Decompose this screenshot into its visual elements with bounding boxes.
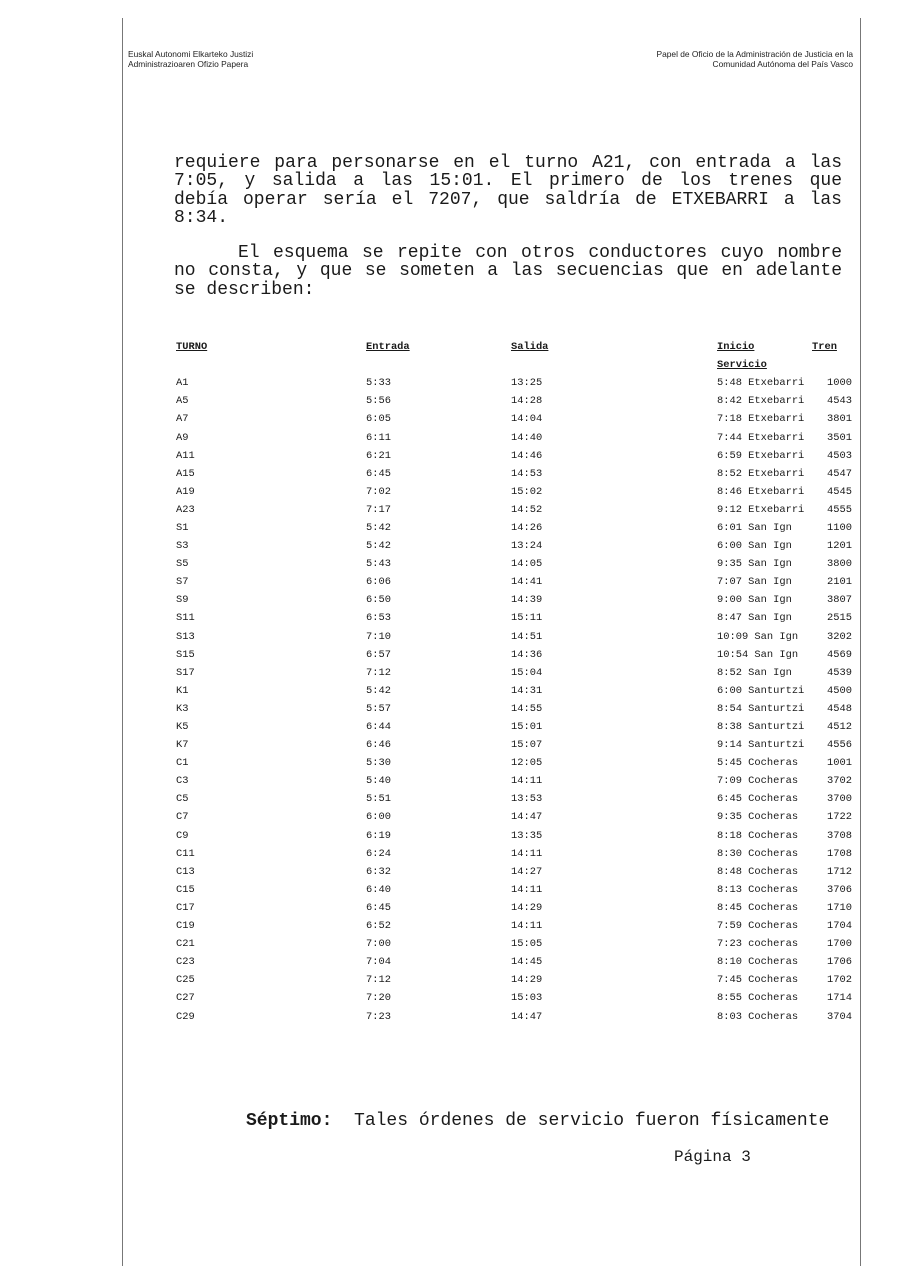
cell-tren: 3807 bbox=[827, 594, 852, 607]
cell-tren: 2515 bbox=[827, 612, 852, 625]
table-row bbox=[176, 591, 852, 609]
cell-salida: 14:40 bbox=[511, 431, 543, 444]
cell-salida: 14:11 bbox=[511, 920, 543, 933]
table-row bbox=[176, 899, 852, 917]
table-row bbox=[176, 772, 852, 790]
cell-turno: K1 bbox=[176, 684, 189, 697]
cell-salida: 14:27 bbox=[511, 865, 543, 878]
cell-tren: 1710 bbox=[827, 901, 852, 914]
cell-tren: 4500 bbox=[827, 684, 852, 697]
cell-tren: 1704 bbox=[827, 920, 852, 933]
paragraph-line: debía operar sería el 7207, que saldría de ETXEBARRI a las bbox=[174, 189, 842, 210]
cell-inicio-servicio: 6:00 Santurtzi bbox=[717, 684, 805, 697]
cell-tren: 3501 bbox=[827, 431, 852, 444]
cell-inicio-servicio: 6:01 San Ign bbox=[717, 521, 792, 534]
cell-salida: 15:03 bbox=[511, 992, 543, 1005]
cell-salida: 13:35 bbox=[511, 829, 543, 842]
table-body bbox=[176, 374, 852, 1025]
cell-tren: 1722 bbox=[827, 811, 852, 824]
cell-turno: S9 bbox=[176, 594, 189, 607]
cell-inicio-servicio: 7:09 Cocheras bbox=[717, 775, 799, 788]
cell-entrada: 6:24 bbox=[366, 847, 391, 860]
cell-entrada: 7:23 bbox=[366, 1010, 391, 1023]
table-row bbox=[176, 501, 852, 519]
header-servicio: Servicio bbox=[717, 359, 767, 372]
table-row bbox=[176, 863, 852, 881]
cell-tren: 1712 bbox=[827, 865, 852, 878]
cell-turno: C3 bbox=[176, 775, 189, 788]
cell-tren: 4543 bbox=[827, 395, 852, 408]
cell-entrada: 6:46 bbox=[366, 739, 391, 752]
cell-inicio-servicio: 7:23 cocheras bbox=[717, 938, 799, 951]
cell-tren: 1000 bbox=[827, 377, 852, 390]
cell-tren: 1702 bbox=[827, 974, 852, 987]
cell-turno: S13 bbox=[176, 630, 195, 643]
cell-turno: A1 bbox=[176, 377, 189, 390]
cell-salida: 14:46 bbox=[511, 449, 543, 462]
cell-inicio-servicio: 7:59 Cocheras bbox=[717, 920, 799, 933]
cell-salida: 14:11 bbox=[511, 775, 543, 788]
table-row bbox=[176, 790, 852, 808]
cell-salida: 14:05 bbox=[511, 558, 543, 571]
cell-turno: K7 bbox=[176, 739, 189, 752]
cell-salida: 14:39 bbox=[511, 594, 543, 607]
cell-turno: C7 bbox=[176, 811, 189, 824]
cell-salida: 14:52 bbox=[511, 503, 543, 516]
cell-turno: S15 bbox=[176, 648, 195, 661]
cell-turno: C9 bbox=[176, 829, 189, 842]
table-row bbox=[176, 374, 852, 392]
cell-turno: C5 bbox=[176, 793, 189, 806]
cell-turno: A11 bbox=[176, 449, 195, 462]
cell-inicio-servicio: 10:54 San Ign bbox=[717, 648, 799, 661]
table-row bbox=[176, 754, 852, 772]
cell-inicio-servicio: 8:45 Cocheras bbox=[717, 901, 799, 914]
cell-inicio-servicio: 6:00 San Ign bbox=[717, 540, 792, 553]
cell-turno: C17 bbox=[176, 901, 195, 914]
cell-salida: 14:11 bbox=[511, 883, 543, 896]
paragraph-line: 8:34. bbox=[174, 207, 229, 228]
cell-entrada: 5:43 bbox=[366, 558, 391, 571]
cell-inicio-servicio: 8:48 Cocheras bbox=[717, 865, 799, 878]
cell-turno: K3 bbox=[176, 702, 189, 715]
cell-turno: C27 bbox=[176, 992, 195, 1005]
cell-entrada: 6:32 bbox=[366, 865, 391, 878]
cell-turno: C11 bbox=[176, 847, 195, 860]
cell-inicio-servicio: 8:03 Cocheras bbox=[717, 1010, 799, 1023]
cell-salida: 15:04 bbox=[511, 666, 543, 679]
cell-entrada: 7:10 bbox=[366, 630, 391, 643]
table-row bbox=[176, 483, 852, 501]
cell-inicio-servicio: 8:52 Etxebarri bbox=[717, 467, 805, 480]
table-header-row bbox=[176, 338, 852, 356]
cell-turno: S3 bbox=[176, 540, 189, 553]
cell-salida: 14:26 bbox=[511, 521, 543, 534]
cell-inicio-servicio: 6:45 Cocheras bbox=[717, 793, 799, 806]
cell-entrada: 6:52 bbox=[366, 920, 391, 933]
cell-entrada: 6:44 bbox=[366, 721, 391, 734]
cell-salida: 14:28 bbox=[511, 395, 543, 408]
cell-turno: C15 bbox=[176, 883, 195, 896]
cell-entrada: 5:42 bbox=[366, 521, 391, 534]
cell-tren: 3702 bbox=[827, 775, 852, 788]
cell-inicio-servicio: 8:54 Santurtzi bbox=[717, 702, 805, 715]
cell-entrada: 6:21 bbox=[366, 449, 391, 462]
table-row bbox=[176, 609, 852, 627]
table-row bbox=[176, 682, 852, 700]
cell-salida: 14:29 bbox=[511, 901, 543, 914]
cell-salida: 14:47 bbox=[511, 811, 543, 824]
cell-salida: 15:02 bbox=[511, 485, 543, 498]
cell-entrada: 6:11 bbox=[366, 431, 391, 444]
cell-inicio-servicio: 8:42 Etxebarri bbox=[717, 395, 805, 408]
cell-turno: A9 bbox=[176, 431, 189, 444]
header-turno: TURNO bbox=[176, 341, 208, 354]
cell-entrada: 6:50 bbox=[366, 594, 391, 607]
cell-salida: 14:36 bbox=[511, 648, 543, 661]
cell-tren: 4547 bbox=[827, 467, 852, 480]
table-row bbox=[176, 700, 852, 718]
table-header-row bbox=[176, 356, 852, 374]
table-row bbox=[176, 845, 852, 863]
cell-inicio-servicio: 7:45 Cocheras bbox=[717, 974, 799, 987]
cell-turno: C29 bbox=[176, 1010, 195, 1023]
cell-salida: 14:47 bbox=[511, 1010, 543, 1023]
table-row bbox=[176, 718, 852, 736]
closing-label: Séptimo: bbox=[246, 1111, 333, 1131]
table-row bbox=[176, 989, 852, 1007]
cell-entrada: 7:02 bbox=[366, 485, 391, 498]
table-row bbox=[176, 736, 852, 754]
table-row bbox=[176, 392, 852, 410]
cell-salida: 15:05 bbox=[511, 938, 543, 951]
cell-inicio-servicio: 8:18 Cocheras bbox=[717, 829, 799, 842]
cell-inicio-servicio: 7:18 Etxebarri bbox=[717, 413, 805, 426]
cell-turno: C21 bbox=[176, 938, 195, 951]
cell-turno: C19 bbox=[176, 920, 195, 933]
cell-tren: 1708 bbox=[827, 847, 852, 860]
cell-entrada: 5:42 bbox=[366, 684, 391, 697]
paragraph-2 bbox=[174, 244, 842, 299]
cell-salida: 15:01 bbox=[511, 721, 543, 734]
cell-tren: 3708 bbox=[827, 829, 852, 842]
cell-entrada: 6:53 bbox=[366, 612, 391, 625]
table-row bbox=[176, 808, 852, 826]
cell-turno: A23 bbox=[176, 503, 195, 516]
cell-tren: 3800 bbox=[827, 558, 852, 571]
cell-entrada: 7:12 bbox=[366, 666, 391, 679]
paragraph-line-text: El esquema se repite con otros conductores cuyo nombre bbox=[238, 243, 842, 263]
cell-turno: S5 bbox=[176, 558, 189, 571]
header-tren: Tren bbox=[812, 341, 837, 354]
header-right-line: Comunidad Autónoma del País Vasco bbox=[712, 59, 853, 69]
cell-turno: C25 bbox=[176, 974, 195, 987]
cell-tren: 1706 bbox=[827, 956, 852, 969]
header-entrada: Entrada bbox=[366, 341, 410, 354]
cell-turno: C23 bbox=[176, 956, 195, 969]
cell-entrada: 5:33 bbox=[366, 377, 391, 390]
cell-entrada: 6:40 bbox=[366, 883, 391, 896]
cell-salida: 13:24 bbox=[511, 540, 543, 553]
table-row bbox=[176, 1007, 852, 1025]
table-row bbox=[176, 664, 852, 682]
cell-inicio-servicio: 8:52 San Ign bbox=[717, 666, 792, 679]
cell-tren: 2101 bbox=[827, 576, 852, 589]
cell-tren: 1100 bbox=[827, 521, 852, 534]
table-row bbox=[176, 953, 852, 971]
cell-turno: A19 bbox=[176, 485, 195, 498]
header-right-line: Papel de Oficio de la Administración de Justicia en la bbox=[656, 49, 853, 59]
cell-turno: A7 bbox=[176, 413, 189, 426]
cell-salida: 15:11 bbox=[511, 612, 543, 625]
cell-entrada: 5:51 bbox=[366, 793, 391, 806]
cell-turno: S7 bbox=[176, 576, 189, 589]
cell-salida: 14:51 bbox=[511, 630, 543, 643]
table-row bbox=[176, 935, 852, 953]
table-row bbox=[176, 646, 852, 664]
cell-entrada: 6:57 bbox=[366, 648, 391, 661]
cell-entrada: 6:19 bbox=[366, 829, 391, 842]
cell-inicio-servicio: 9:12 Etxebarri bbox=[717, 503, 805, 516]
cell-entrada: 7:17 bbox=[366, 503, 391, 516]
paragraph-1 bbox=[174, 154, 842, 227]
cell-inicio-servicio: 9:14 Santurtzi bbox=[717, 739, 805, 752]
paragraph-line: se describen: bbox=[174, 279, 315, 300]
cell-inicio-servicio: 9:00 San Ign bbox=[717, 594, 792, 607]
left-margin-line bbox=[122, 18, 123, 1266]
cell-tren: 3801 bbox=[827, 413, 852, 426]
cell-entrada: 6:45 bbox=[366, 901, 391, 914]
cell-salida: 13:25 bbox=[511, 377, 543, 390]
cell-salida: 13:53 bbox=[511, 793, 543, 806]
cell-turno: S17 bbox=[176, 666, 195, 679]
cell-salida: 14:45 bbox=[511, 956, 543, 969]
cell-tren: 4539 bbox=[827, 666, 852, 679]
cell-inicio-servicio: 6:59 Etxebarri bbox=[717, 449, 805, 462]
cell-tren: 4555 bbox=[827, 503, 852, 516]
cell-salida: 14:04 bbox=[511, 413, 543, 426]
table-row bbox=[176, 628, 852, 646]
cell-salida: 12:05 bbox=[511, 757, 543, 770]
cell-turno: A15 bbox=[176, 467, 195, 480]
cell-inicio-servicio: 9:35 San Ign bbox=[717, 558, 792, 571]
table-row bbox=[176, 428, 852, 446]
cell-entrada: 5:57 bbox=[366, 702, 391, 715]
cell-inicio-servicio: 8:46 Etxebarri bbox=[717, 485, 805, 498]
paragraph-line: no consta, y que se someten a las secuencias que en adelante bbox=[174, 261, 842, 282]
cell-turno: S11 bbox=[176, 612, 195, 625]
cell-inicio-servicio: 9:35 Cocheras bbox=[717, 811, 799, 824]
cell-salida: 14:31 bbox=[511, 684, 543, 697]
paragraph-line bbox=[174, 244, 842, 262]
cell-inicio-servicio: 8:13 Cocheras bbox=[717, 883, 799, 896]
cell-salida: 14:11 bbox=[511, 847, 543, 860]
cell-tren: 4548 bbox=[827, 702, 852, 715]
cell-inicio-servicio: 8:30 Cocheras bbox=[717, 847, 799, 860]
closing-text: Tales órdenes de servicio fueron físicamente bbox=[354, 1111, 830, 1131]
cell-tren: 4512 bbox=[827, 721, 852, 734]
header-left bbox=[128, 49, 253, 69]
cell-entrada: 6:45 bbox=[366, 467, 391, 480]
closing-line bbox=[246, 1111, 829, 1131]
cell-inicio-servicio: 7:44 Etxebarri bbox=[717, 431, 805, 444]
paragraph-line: 7:05, y salida a las 15:01. El primero de los trenes que bbox=[174, 171, 842, 192]
cell-turno: C13 bbox=[176, 865, 195, 878]
header-left-line: Euskal Autonomi Elkarteko Justizi bbox=[128, 49, 254, 59]
cell-inicio-servicio: 7:07 San Ign bbox=[717, 576, 792, 589]
cell-tren: 3202 bbox=[827, 630, 852, 643]
cell-salida: 14:53 bbox=[511, 467, 543, 480]
right-margin-line bbox=[860, 18, 861, 1266]
table-row bbox=[176, 447, 852, 465]
header-right bbox=[657, 49, 853, 69]
cell-tren: 3700 bbox=[827, 793, 852, 806]
cell-inicio-servicio: 8:47 San Ign bbox=[717, 612, 792, 625]
cell-entrada: 5:40 bbox=[366, 775, 391, 788]
turnos-table bbox=[176, 338, 852, 1026]
cell-salida: 14:29 bbox=[511, 974, 543, 987]
table-row bbox=[176, 573, 852, 591]
cell-turno: C1 bbox=[176, 757, 189, 770]
table-row bbox=[176, 465, 852, 483]
cell-entrada: 7:20 bbox=[366, 992, 391, 1005]
page-number: Página 3 bbox=[674, 1148, 751, 1166]
paragraph-line: requiere para personarse en el turno A21, con entrada a las bbox=[174, 153, 842, 173]
header-inicio: Inicio bbox=[717, 341, 755, 354]
cell-entrada: 6:06 bbox=[366, 576, 391, 589]
table-row bbox=[176, 881, 852, 899]
cell-entrada: 7:04 bbox=[366, 956, 391, 969]
cell-entrada: 7:12 bbox=[366, 974, 391, 987]
cell-tren: 1001 bbox=[827, 757, 852, 770]
cell-salida: 14:41 bbox=[511, 576, 543, 589]
cell-salida: 14:55 bbox=[511, 702, 543, 715]
cell-tren: 4545 bbox=[827, 485, 852, 498]
cell-tren: 4503 bbox=[827, 449, 852, 462]
cell-turno: A5 bbox=[176, 395, 189, 408]
table-row bbox=[176, 555, 852, 573]
cell-inicio-servicio: 5:45 Cocheras bbox=[717, 757, 799, 770]
header-salida: Salida bbox=[511, 341, 549, 354]
cell-salida: 15:07 bbox=[511, 739, 543, 752]
table-row bbox=[176, 917, 852, 935]
table-row bbox=[176, 827, 852, 845]
cell-inicio-servicio: 10:09 San Ign bbox=[717, 630, 799, 643]
table-row bbox=[176, 410, 852, 428]
cell-entrada: 6:00 bbox=[366, 811, 391, 824]
cell-tren: 3704 bbox=[827, 1010, 852, 1023]
cell-entrada: 7:00 bbox=[366, 938, 391, 951]
cell-tren: 1201 bbox=[827, 540, 852, 553]
cell-entrada: 5:42 bbox=[366, 540, 391, 553]
cell-inicio-servicio: 5:48 Etxebarri bbox=[717, 377, 805, 390]
header-left-line: Administrazioaren Ofizio Papera bbox=[128, 59, 249, 69]
cell-tren: 3706 bbox=[827, 883, 852, 896]
cell-entrada: 5:56 bbox=[366, 395, 391, 408]
table-row bbox=[176, 537, 852, 555]
table-row bbox=[176, 519, 852, 537]
cell-inicio-servicio: 8:10 Cocheras bbox=[717, 956, 799, 969]
cell-inicio-servicio: 8:38 Santurtzi bbox=[717, 721, 805, 734]
cell-inicio-servicio: 8:55 Cocheras bbox=[717, 992, 799, 1005]
cell-entrada: 5:30 bbox=[366, 757, 391, 770]
cell-tren: 4556 bbox=[827, 739, 852, 752]
table-row bbox=[176, 971, 852, 989]
cell-turno: S1 bbox=[176, 521, 189, 534]
cell-entrada: 6:05 bbox=[366, 413, 391, 426]
cell-turno: K5 bbox=[176, 721, 189, 734]
cell-tren: 4569 bbox=[827, 648, 852, 661]
cell-tren: 1700 bbox=[827, 938, 852, 951]
cell-tren: 1714 bbox=[827, 992, 852, 1005]
